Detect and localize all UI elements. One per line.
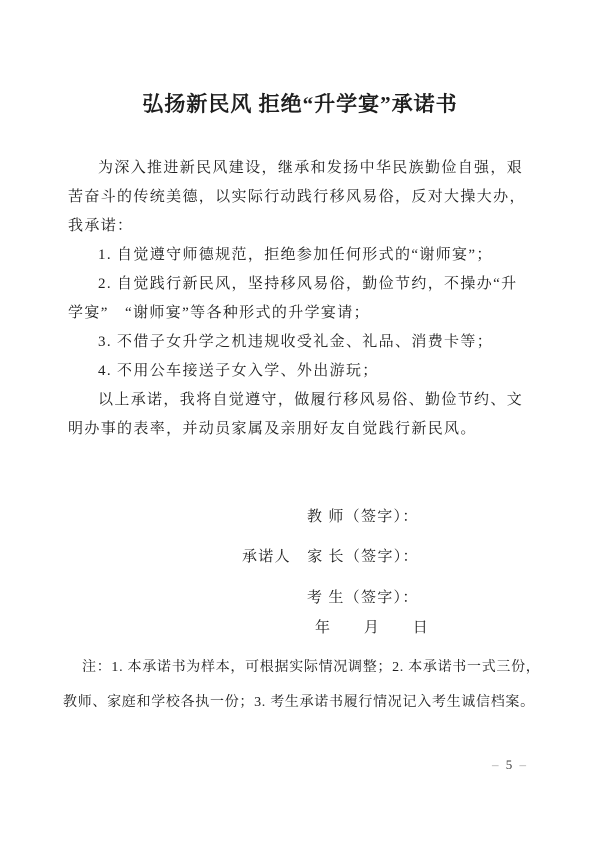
page-number-left-dash: – <box>492 757 501 772</box>
text-line: 教师、家庭和学校各执一份；3. 考生承诺书履行情况记入考生诚信档案。 <box>63 695 535 710</box>
date-line: 年 月 日 <box>315 620 430 636</box>
page-number-value: 5 <box>505 757 515 772</box>
text-line: 为深入推进新民风建设，继承和发扬中华民族勤俭自强，艰 <box>98 160 524 176</box>
text-line: 以上承诺，我将自觉遵守，做履行移风易俗、勤俭节约、文 <box>98 392 524 408</box>
parent-signature-line: 承诺人 家 长（签字）： <box>242 549 419 565</box>
text-line: 4. 不用公车接送子女入学、外出游玩； <box>98 363 379 379</box>
text-line: 我承诺： <box>68 218 134 234</box>
text-line: 学宴” “谢师宴”等各种形式的升学宴请； <box>68 305 370 321</box>
text-line: 2. 自觉践行新民风，坚持移风易俗，勤俭节约，不操办“升 <box>98 276 518 292</box>
teacher-signature-line: 教 师（签字）： <box>307 509 419 525</box>
text-line: 苦奋斗的传统美德，以实际行动践行移风易俗，反对大操大办， <box>68 189 526 205</box>
document-body <box>68 154 534 444</box>
text-line: 3. 不借子女升学之机违规收受礼金、礼品、消费卡等； <box>98 334 494 350</box>
page-number <box>492 757 528 773</box>
page-number-right-dash: – <box>519 757 528 772</box>
student-signature-line: 考 生（签字）： <box>307 590 419 606</box>
text-line: 注：1. 本承诺书为样本，可根据实际情况调整；2. 本承诺书一式三份， <box>82 660 541 675</box>
text-line: 明办事的表率，并动员家属及亲朋好友自觉践行新民风。 <box>68 421 477 437</box>
text-line: 1. 自觉遵守师德规范，拒绝参加任何形式的“谢师宴”； <box>98 247 493 263</box>
document-title: 弘扬新民风 拒绝“升学宴”承诺书 <box>142 92 458 116</box>
note-block <box>63 650 545 720</box>
